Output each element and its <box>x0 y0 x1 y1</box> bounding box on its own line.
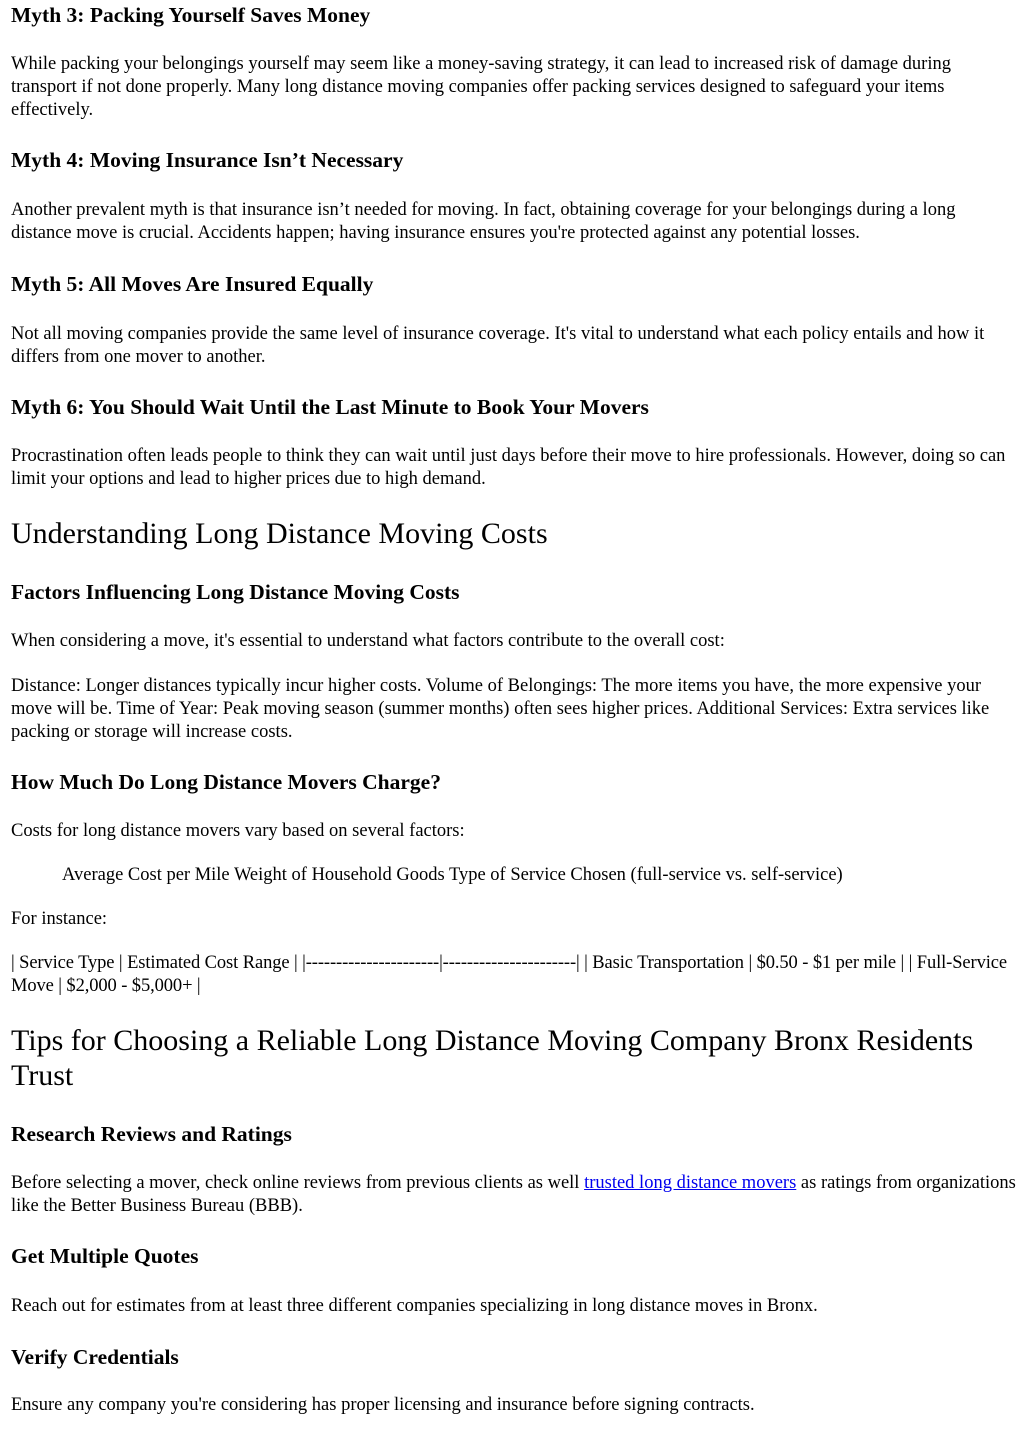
factors-body: Distance: Longer distances typically incur higher costs. Volume of Belongings: The more items you have, the more expensive your move will be. Time of Year: Peak moving season (summer months) often sees higher prices. Additional Services: Extra services like packing or storage will increase costs. <box>11 676 990 742</box>
myth5-body: Not all moving companies provide the same level of insurance coverage. It's vital to understand what each policy entails and how it differs from one mover to another. <box>11 324 985 367</box>
factors-heading: Factors Influencing Long Distance Moving Costs <box>11 580 460 604</box>
myth6-heading: Myth 6: You Should Wait Until the Last Minute to Book Your Movers <box>11 395 649 419</box>
quotes-heading: Get Multiple Quotes <box>11 1244 199 1268</box>
tips-title: Tips for Choosing a Reliable Long Distance Moving Company Bronx Residents Trust <box>11 1024 974 1092</box>
verify-body: Ensure any company you're considering has proper licensing and insurance before signing contracts. <box>11 1395 755 1415</box>
charge-heading: How Much Do Long Distance Movers Charge? <box>11 770 441 794</box>
reviews-text-before: Before selecting a mover, check online reviews from previous clients as well <box>11 1173 585 1193</box>
reviews-body <box>11 1172 1019 1218</box>
myth6-body: Procrastination often leads people to think they can wait until just days before their move to hire professionals. However, doing so can limit your options and lead to higher prices due to high demand. <box>11 446 1006 489</box>
myth4-body: Another prevalent myth is that insurance isn’t needed for moving. In fact, obtaining coverage for your belongings during a long distance move is crucial. Accidents happen; having insurance ensures you're protected against any potential losses. <box>11 200 956 243</box>
costs-title: Understanding Long Distance Moving Costs <box>11 517 548 550</box>
charge-intro: Costs for long distance movers vary based on several factors: <box>11 821 465 841</box>
instance-text: For instance: <box>11 909 108 929</box>
reviews-heading: Research Reviews and Ratings <box>11 1122 292 1146</box>
myth3-heading: Myth 3: Packing Yourself Saves Money <box>11 3 371 27</box>
myth3-body: While packing your belongings yourself may seem like a money-saving strategy, it can lead to increased risk of damage during transport if not done properly. Many long distance moving companies offer packing services designed to safeguard your items effectively. <box>11 54 951 120</box>
charge-list: Average Cost per Mile Weight of Household Goods Type of Service Chosen (full-service vs. self-service) <box>62 865 843 885</box>
factors-intro: When considering a move, it's essential to understand what factors contribute to the overall cost: <box>11 631 725 651</box>
reviews-text-after: as ratings from organizations like the Better Business Bureau (BBB). <box>11 1173 1016 1216</box>
cost-table-text: | Service Type | Estimated Cost Range | |----------------------|----------------------| | Basic Transportation | $0.50 - $1 per mile | | Full-Service Move | $2,000 - $5,000+ | <box>11 953 1008 996</box>
myth5-heading: Myth 5: All Moves Are Insured Equally <box>11 272 374 296</box>
myth4-heading: Myth 4: Moving Insurance Isn’t Necessary <box>11 148 404 172</box>
verify-heading: Verify Credentials <box>11 1345 179 1369</box>
quotes-body: Reach out for estimates from at least three different companies specializing in long distance moves in Bronx. <box>11 1296 818 1316</box>
trusted-movers-link[interactable]: trusted long distance movers <box>584 1173 797 1193</box>
